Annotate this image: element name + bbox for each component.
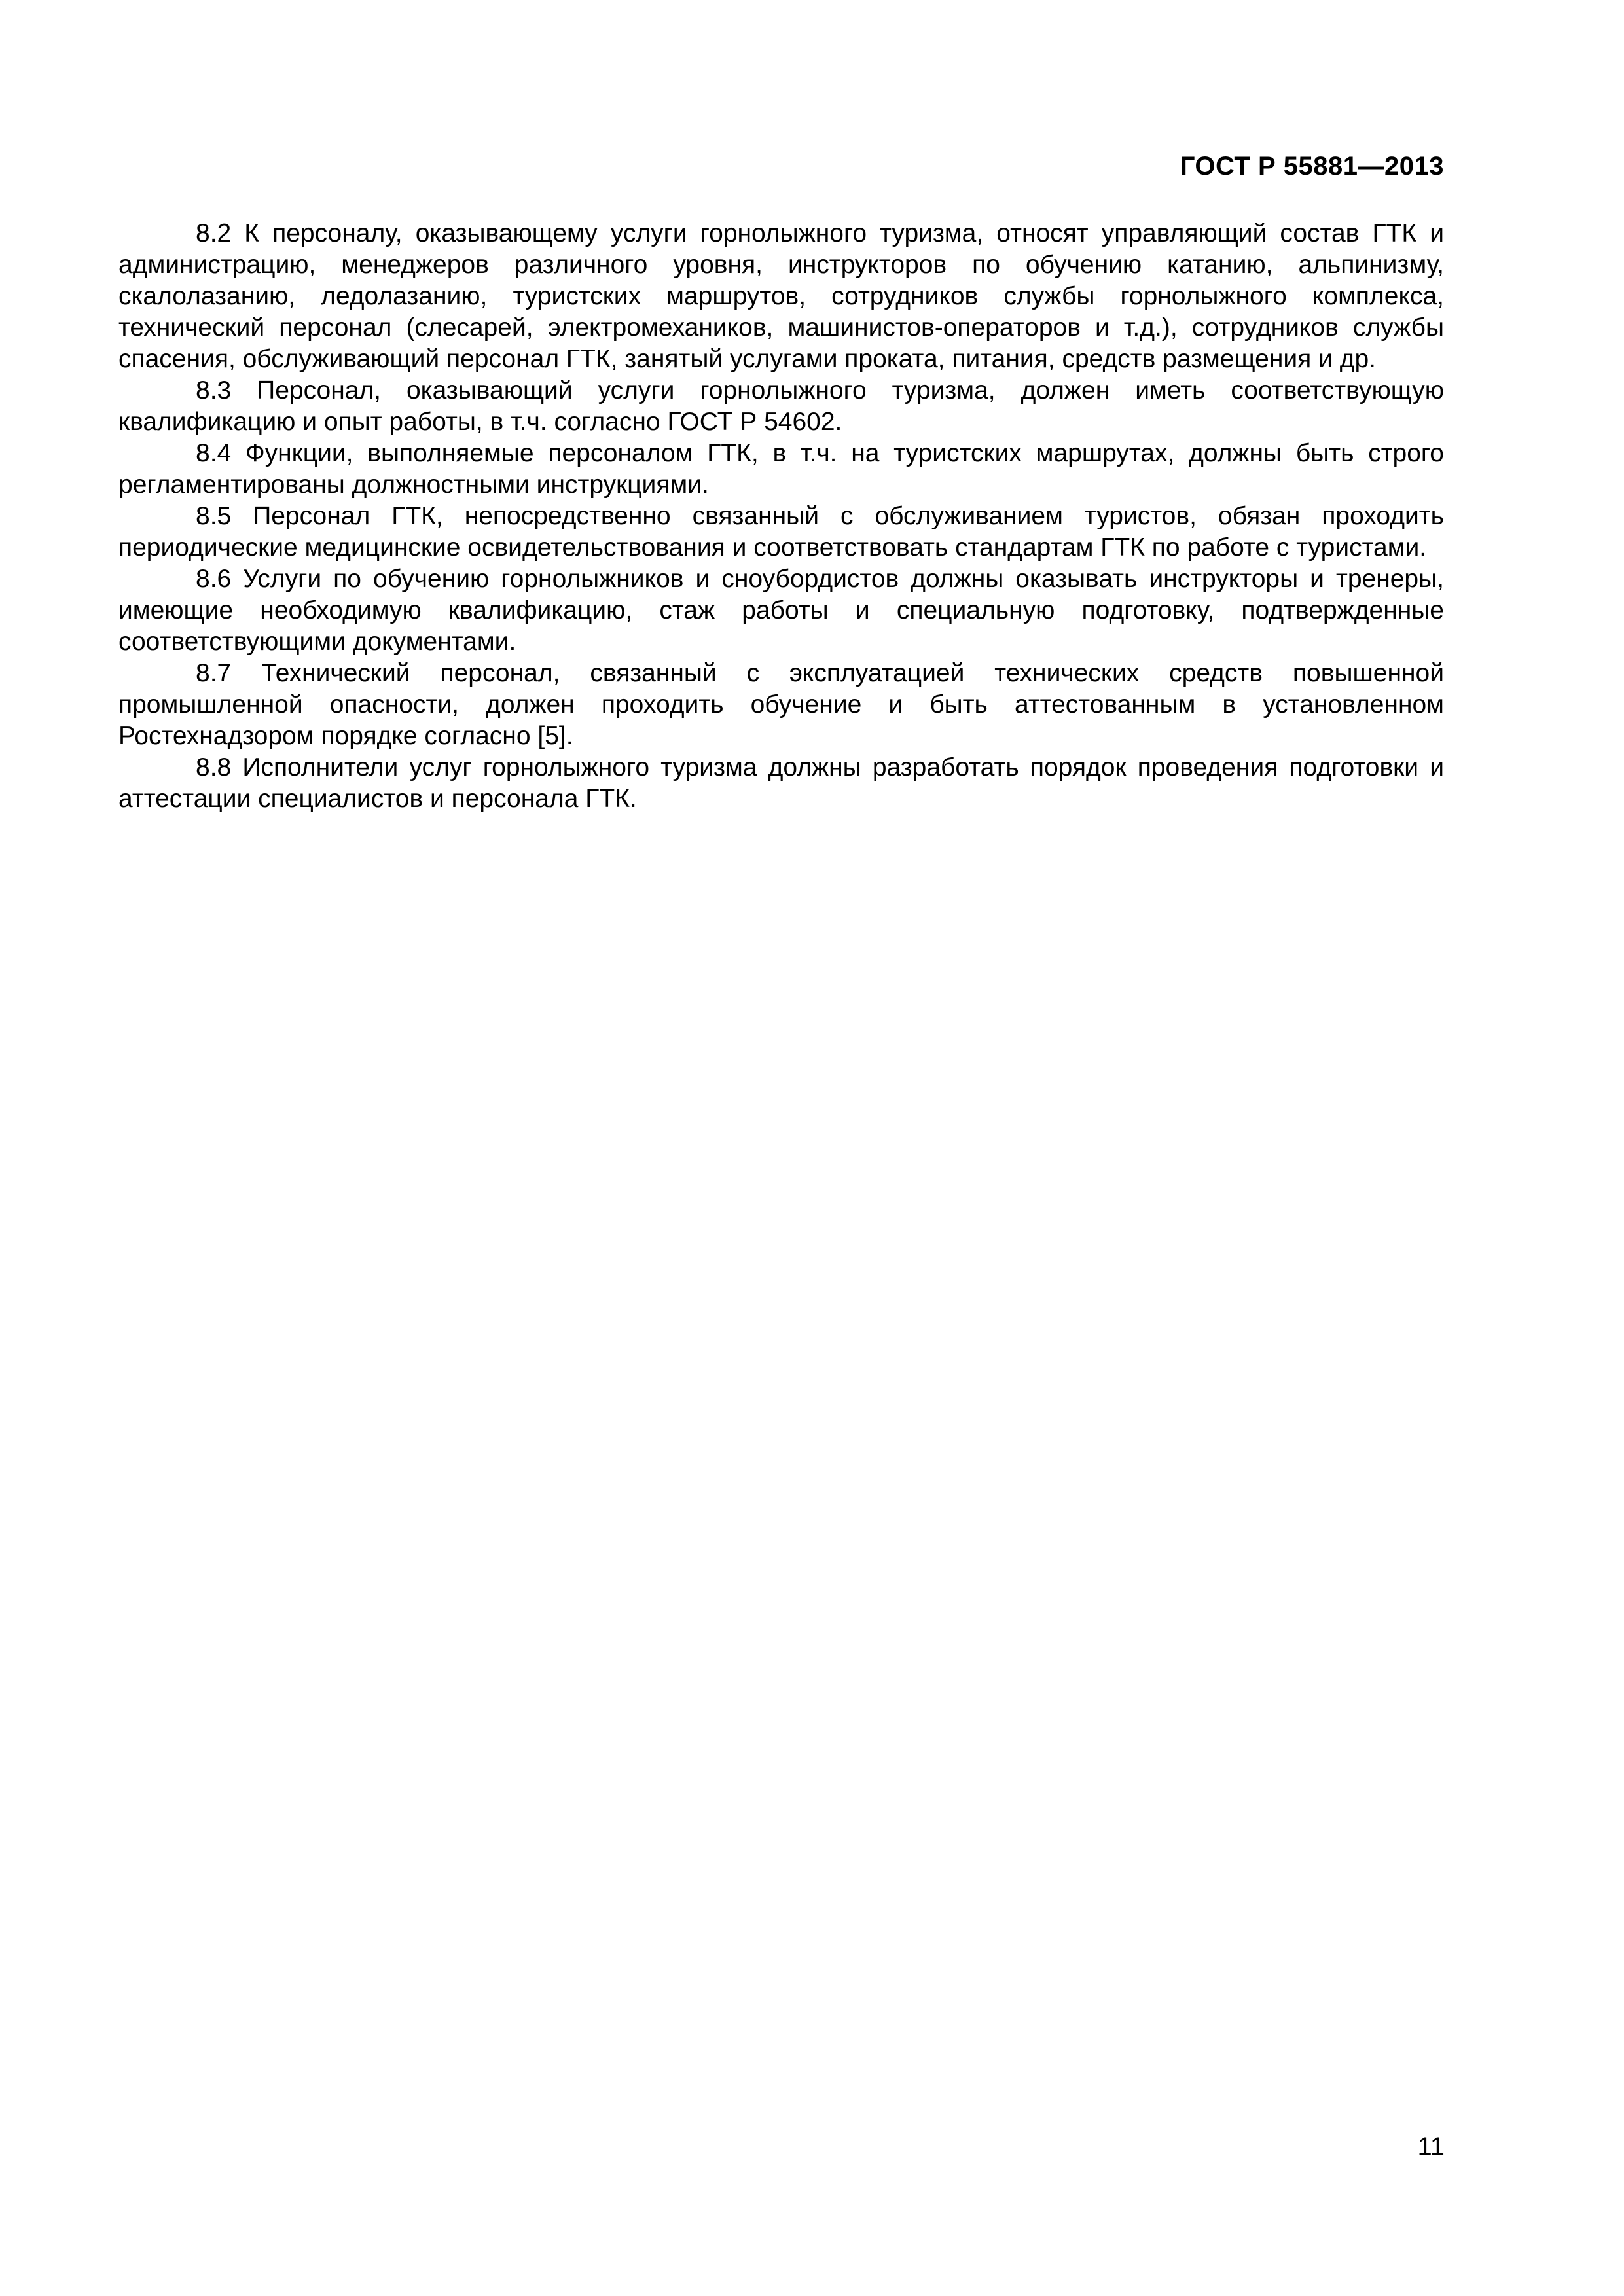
clause-8-8: 8.8 Исполнители услуг горнолыжного туризма должны разработать порядок проведения подготовки и аттестации специалистов и персонала ГТК.	[118, 753, 1444, 813]
clause-8-4: 8.4 Функции, выполняемые персоналом ГТК, в т.ч. на туристских маршрутах, должны быть строго регламентированы должностными инструкциями.	[118, 439, 1444, 499]
section-8-body	[118, 218, 1444, 815]
page-number: 11	[1417, 2132, 1445, 2161]
standard-designation: ГОСТ Р 55881—2013	[1180, 152, 1444, 181]
clause-8-5: 8.5 Персонал ГТК, непосредственно связанный с обслуживанием туристов, обязан проходить периодические медицинские освидетельствования и соответствовать стандартам ГТК по работе с туристами.	[118, 502, 1444, 562]
clause-8-3: 8.3 Персонал, оказывающий услуги горнолыжного туризма, должен иметь соответствующую квалификацию и опыт работы, в т.ч. согласно ГОСТ Р 54602.	[118, 376, 1444, 436]
clause-8-2: 8.2 К персоналу, оказывающему услуги горнолыжного туризма, относят управляющий состав ГТК и администрацию, менеджеров различного уровня, инструкторов по обучению катанию, альпинизму, скалолазанию, ледолазанию, туристских маршрутов, сотрудников службы горнолыжного комплекса, технический персонал (слесарей, электромехаников, машинистов-операторов и т.д.), сотрудников службы спасения, обслуживающий персонал ГТК, занятый услугами проката, питания, средств размещения и др.	[118, 219, 1444, 373]
clause-8-7: 8.7 Технический персонал, связанный с эксплуатацией технических средств повышенной промышленной опасности, должен проходить обучение и быть аттестованным в установленном Ростехнадзором порядке согласно [5].	[118, 659, 1444, 750]
clause-8-6: 8.6 Услуги по обучению горнолыжников и сноубордистов должны оказывать инструкторы и тренеры, имеющие необходимую квалификацию, стаж работы и специальную подготовку, подтвержденные соответствующими документами.	[118, 565, 1444, 656]
